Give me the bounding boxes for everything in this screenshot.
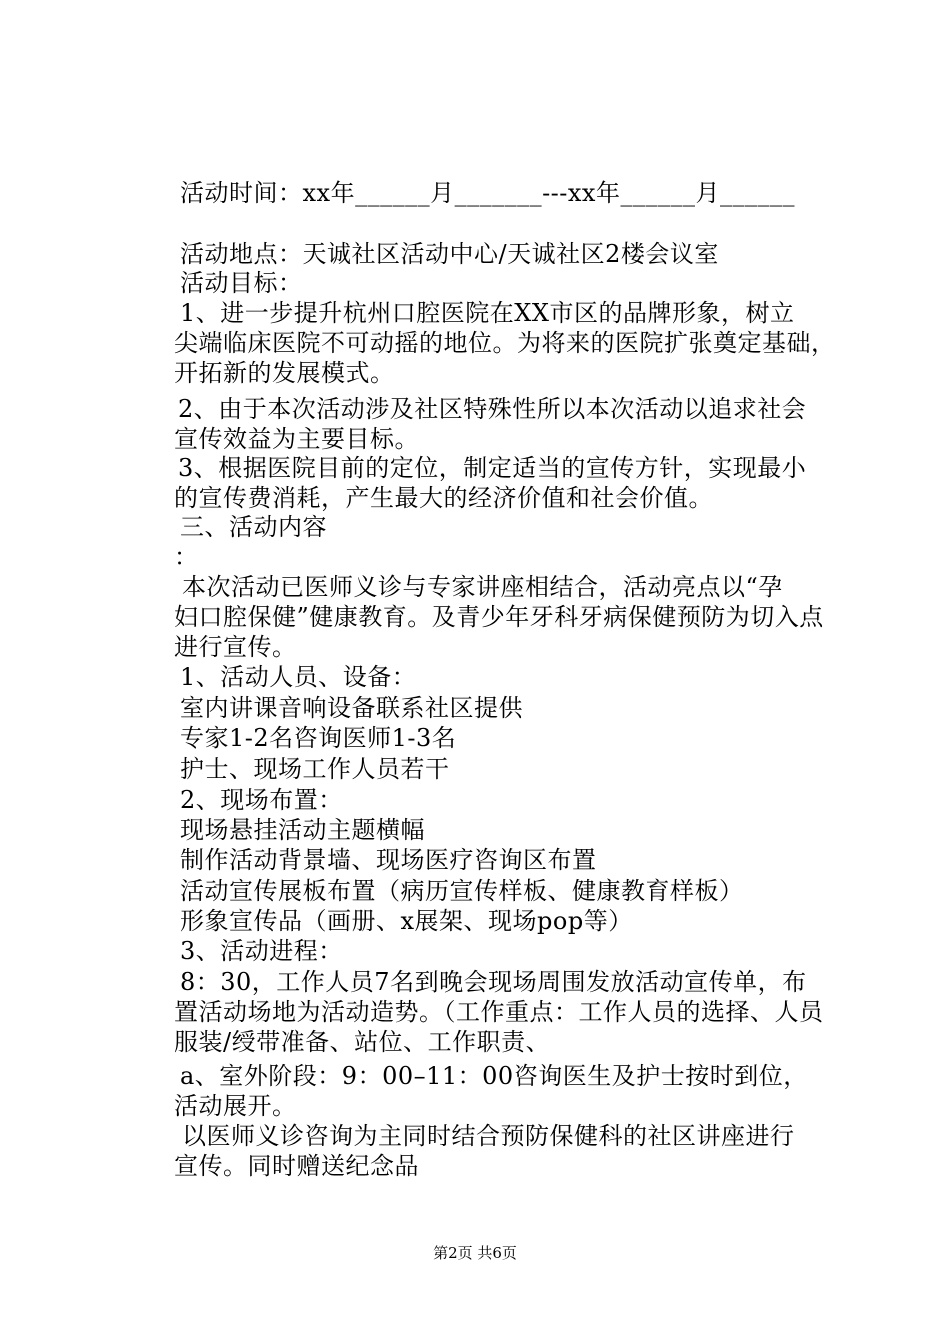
text-line: 进行宣传。: [174, 633, 297, 661]
text-line: 活动展开。: [174, 1092, 297, 1120]
text-line: 开拓新的发展模式。: [174, 359, 395, 387]
activity-goal-heading: 活动目标：: [180, 269, 303, 297]
text-line: 1、进一步提升杭州口腔医院在XX市区的品牌形象，树立: [180, 299, 795, 327]
text-line: a、室外阶段：9：00–11：00咨询医生及护士按时到位，: [180, 1062, 808, 1090]
text-line: 的宣传费消耗，产生最大的经济价值和社会价值。: [174, 484, 713, 512]
section-heading: 三、活动内容: [180, 513, 327, 541]
text-line: 现场悬挂活动主题横幅: [180, 816, 425, 844]
text-line: 1、活动人员、设备：: [180, 663, 417, 691]
text-line: 妇口腔保健”健康教育。及青少年牙科牙病保健预防为切入点: [174, 603, 824, 631]
text-line: 活动宣传展板布置（病历宣传样板、健康教育样板）: [180, 877, 744, 905]
text-line: 8：30，工作人员7名到晚会现场周围发放活动宣传单，布: [180, 968, 807, 996]
text-line: 尖端临床医院不可动摇的地位。为将来的医院扩张奠定基础，: [174, 329, 836, 357]
text-line: 形象宣传品（画册、x展架、现场pop等）: [180, 907, 633, 935]
text-line: 置活动场地为活动造势。（工作重点：工作人员的选择、人员: [174, 998, 824, 1026]
activity-time-line: 活动时间：xx年______月_______---xx年______月______: [180, 179, 795, 207]
text-line: 护士、现场工作人员若干: [180, 755, 450, 783]
text-line: 宣传效益为主要目标。: [174, 425, 419, 453]
text-line: 本次活动已医师义诊与专家讲座相结合，活动亮点以“孕: [182, 573, 783, 601]
text-line: ：: [174, 543, 199, 571]
activity-location-line: 活动地点：天诚社区活动中心/天诚社区2楼会议室: [180, 240, 719, 268]
text-line: 服装/绶带准备、站位、工作职责、: [174, 1028, 551, 1056]
text-line: 2、由于本次活动涉及社区特殊性所以本次活动以追求社会: [178, 395, 807, 423]
text-line: 2、现场布置：: [180, 786, 343, 814]
text-line: 制作活动背景墙、现场医疗咨询区布置: [180, 846, 597, 874]
text-line: 专家1-2名咨询医师1-3名: [180, 724, 457, 752]
text-line: 3、活动进程：: [180, 937, 343, 965]
text-line: 以医师义诊咨询为主同时结合预防保健科的社区讲座进行: [182, 1122, 795, 1150]
page-number-footer: 第2页 共6页: [433, 1244, 517, 1262]
text-line: 宣传。同时赠送纪念品: [174, 1152, 419, 1180]
text-line: 3、根据医院目前的定位，制定适当的宣传方针，实现最小: [178, 454, 807, 482]
text-line: 室内讲课音响设备联系社区提供: [180, 694, 523, 722]
